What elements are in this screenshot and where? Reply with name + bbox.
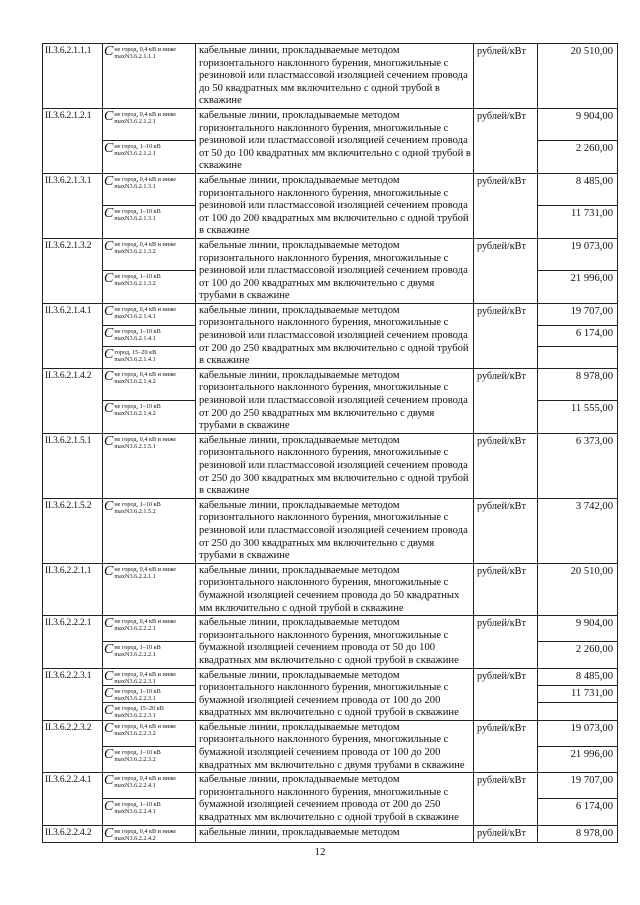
rate-description: кабельные линии, прокладываемые методом горизонтального наклонного бурения, многожильные с бумажной изоляцией сечением провода от 200 до 250 квадратных мм включительно с одной трубой в скважине bbox=[196, 773, 474, 825]
rate-value: 19 707,00 bbox=[538, 303, 618, 325]
table-row bbox=[43, 825, 618, 842]
rate-code: II.3.6.2.1.3.2 bbox=[43, 238, 103, 303]
table-row bbox=[43, 368, 618, 400]
rate-description: кабельные линии, прокладываемые методом bbox=[196, 825, 474, 842]
formula-subscript: maxN3.6.2.2.4.2 bbox=[114, 834, 156, 842]
formula-voltage: не город, 1–10 кВ bbox=[114, 208, 161, 216]
formula-voltage: не город, 1–10 кВ bbox=[114, 143, 161, 151]
table-row bbox=[43, 238, 618, 270]
formula-symbol: C bbox=[104, 773, 114, 789]
rate-description: кабельные линии, прокладываемые методом горизонтального наклонного бурения, многожильные с бумажной изоляцией сечением провода до 50 квадратных мм включительно с одной трубой в скважине bbox=[196, 563, 474, 615]
formula-subscript: maxN3.6.2.2.3.2 bbox=[114, 756, 156, 764]
formula-subscript: maxN3.6.2.1.4.1 bbox=[114, 356, 156, 364]
rate-value: 19 073,00 bbox=[538, 720, 618, 746]
rate-code: II.3.6.2.1.5.1 bbox=[43, 433, 103, 498]
formula-symbol: C bbox=[104, 747, 114, 763]
formula-symbol: C bbox=[104, 108, 114, 124]
table-row bbox=[43, 108, 618, 140]
page-number: 12 bbox=[314, 846, 326, 858]
formula-symbol: C bbox=[104, 347, 114, 363]
formula-subscript: maxN3.6.2.2.4.1 bbox=[114, 808, 156, 816]
rate-code: II.3.6.2.1.4.1 bbox=[43, 303, 103, 368]
formula-symbol: C bbox=[104, 825, 114, 841]
rate-unit: рублей/кВт bbox=[474, 773, 538, 825]
rate-value: 3 742,00 bbox=[538, 498, 618, 563]
rate-unit: рублей/кВт bbox=[474, 498, 538, 563]
formula-subscript: maxN3.6.2.2.1.1 bbox=[114, 572, 156, 580]
formula-symbol: C bbox=[104, 720, 114, 736]
formula-voltage: не город, 1–10 кВ bbox=[114, 403, 161, 411]
rate-value: 2 260,00 bbox=[538, 642, 618, 668]
rate-unit: рублей/кВт bbox=[474, 108, 538, 173]
formula-voltage: не город, 0,4 кВ и ниже bbox=[114, 565, 177, 573]
rate-code: II.3.6.2.2.3.2 bbox=[43, 720, 103, 772]
formula-voltage: не город, 1–10 кВ bbox=[114, 273, 161, 281]
formula-symbol: C bbox=[104, 44, 114, 59]
rate-value: 2 260,00 bbox=[538, 141, 618, 173]
formula-voltage: не город, 0,4 кВ и ниже bbox=[114, 46, 177, 53]
formula-subscript: maxN3.6.2.1.4.2 bbox=[114, 410, 156, 418]
rate-formula bbox=[103, 44, 196, 109]
table-row bbox=[43, 563, 618, 615]
rate-value: 6 174,00 bbox=[538, 325, 618, 347]
rate-unit: рублей/кВт bbox=[474, 303, 538, 368]
formula-subscript: maxN3.6.2.2.3.1 bbox=[114, 677, 156, 685]
rate-value: 21 996,00 bbox=[538, 271, 618, 303]
rate-formula bbox=[103, 825, 196, 842]
rate-value: 9 904,00 bbox=[538, 108, 618, 140]
formula-voltage: не город, 0,4 кВ и ниже bbox=[114, 240, 177, 248]
rate-formula bbox=[103, 642, 196, 668]
table-row bbox=[43, 303, 618, 325]
formula-symbol: C bbox=[104, 498, 114, 514]
formula-subscript: maxN3.6.2.2.2.1 bbox=[114, 625, 156, 633]
formula-symbol: C bbox=[104, 433, 114, 449]
rate-unit: рублей/кВт bbox=[474, 433, 538, 498]
formula-voltage: не город, 0,4 кВ и ниже bbox=[114, 110, 177, 118]
rate-unit: рублей/кВт bbox=[474, 238, 538, 303]
rate-code: II.3.6.2.2.4.1 bbox=[43, 773, 103, 825]
rate-value: 8 978,00 bbox=[538, 825, 618, 842]
rate-formula bbox=[103, 747, 196, 773]
rate-value bbox=[538, 703, 618, 720]
formula-symbol: C bbox=[104, 141, 114, 157]
rate-formula bbox=[103, 108, 196, 140]
rate-unit: рублей/кВт bbox=[474, 173, 538, 238]
rate-description: кабельные линии, прокладываемые методом горизонтального наклонного бурения, многожильные с бумажной изоляцией сечением провода от 50 до 100 квадратных мм включительно с одной трубой в скважине bbox=[196, 616, 474, 668]
formula-symbol: C bbox=[104, 616, 114, 632]
rate-description: кабельные линии, прокладываемые методом горизонтального наклонного бурения, многожильные с резиновой или пластмассовой изоляцией сечением провода до 50 квадратных мм включительно с одной трубой в скважине bbox=[196, 44, 474, 109]
formula-subscript: maxN3.6.2.1.4.1 bbox=[114, 334, 156, 342]
formula-symbol: C bbox=[104, 685, 114, 701]
formula-voltage: не город, 1–10 кВ bbox=[114, 749, 161, 757]
formula-subscript: maxN3.6.2.1.3.2 bbox=[114, 280, 156, 288]
formula-subscript: maxN3.6.2.2.3.2 bbox=[114, 729, 156, 737]
rate-formula bbox=[103, 303, 196, 325]
formula-symbol: C bbox=[104, 368, 114, 384]
rate-unit: рублей/кВт bbox=[474, 825, 538, 842]
formula-voltage: не город, 1–10 кВ bbox=[114, 500, 161, 508]
rate-value bbox=[538, 347, 618, 369]
rate-value: 8 978,00 bbox=[538, 368, 618, 400]
formula-subscript: maxN3.6.2.1.4.2 bbox=[114, 377, 156, 385]
rate-value: 11 731,00 bbox=[538, 206, 618, 238]
table-row bbox=[43, 616, 618, 642]
rate-formula bbox=[103, 799, 196, 825]
formula-subscript: maxN3.6.2.2.3.1 bbox=[114, 694, 156, 702]
rate-description: кабельные линии, прокладываемые методом горизонтального наклонного бурения, многожильные с резиновой или пластмассовой изоляцией сечением провода от 50 до 100 квадратных мм включительно с одной трубой в скважине bbox=[196, 108, 474, 173]
rate-code: II.3.6.2.1.4.2 bbox=[43, 368, 103, 433]
rate-formula bbox=[103, 498, 196, 563]
rate-code: II.3.6.2.2.3.1 bbox=[43, 668, 103, 720]
formula-voltage: не город, 0,4 кВ и ниже bbox=[114, 775, 177, 783]
rate-value: 8 485,00 bbox=[538, 173, 618, 205]
formula-subscript: maxN3.6.2.2.3.1 bbox=[114, 712, 156, 720]
rate-formula bbox=[103, 325, 196, 347]
formula-voltage: не город, 0,4 кВ и ниже bbox=[114, 305, 177, 313]
rate-formula bbox=[103, 238, 196, 270]
rate-formula bbox=[103, 616, 196, 642]
formula-voltage: город, 15–20 кВ bbox=[114, 349, 157, 357]
rate-formula bbox=[103, 433, 196, 498]
rate-formula bbox=[103, 720, 196, 746]
rate-description: кабельные линии, прокладываемые методом горизонтального наклонного бурения, многожильные с резиновой или пластмассовой изоляцией сечением провода от 100 до 200 квадратных мм включительно с двумя трубами в скважине bbox=[196, 238, 474, 303]
formula-subscript: maxN3.6.2.1.5.1 bbox=[114, 442, 156, 450]
rate-description: кабельные линии, прокладываемые методом горизонтального наклонного бурения, многожильные с бумажной изоляцией сечением провода от 100 до 200 квадратных мм включительно с одной трубой в скважине bbox=[196, 668, 474, 720]
formula-voltage: не город, 0,4 кВ и ниже bbox=[114, 370, 177, 378]
formula-symbol: C bbox=[104, 799, 114, 815]
rate-formula bbox=[103, 563, 196, 615]
formula-voltage: не город, 0,4 кВ и ниже bbox=[114, 175, 177, 183]
formula-symbol: C bbox=[104, 271, 114, 287]
table-row bbox=[43, 433, 618, 498]
rate-code: II.3.6.2.1.2.1 bbox=[43, 108, 103, 173]
rate-unit: рублей/кВт bbox=[474, 616, 538, 668]
rate-formula bbox=[103, 401, 196, 433]
rate-value: 8 485,00 bbox=[538, 668, 618, 685]
formula-symbol: C bbox=[104, 703, 114, 719]
rate-value: 11 555,00 bbox=[538, 401, 618, 433]
formula-subscript: maxN3.6.2.1.4.1 bbox=[114, 312, 156, 320]
formula-symbol: C bbox=[104, 642, 114, 658]
formula-subscript: maxN3.6.2.2.4.1 bbox=[114, 782, 156, 790]
formula-voltage: не город, 15–20 кВ bbox=[114, 705, 164, 713]
formula-subscript: maxN3.6.2.2.2.1 bbox=[114, 651, 156, 659]
formula-symbol: C bbox=[104, 563, 114, 579]
rate-code: II.3.6.2.1.1.1 bbox=[43, 44, 103, 109]
formula-voltage: не город, 0,4 кВ и ниже bbox=[114, 435, 177, 443]
table-row bbox=[43, 668, 618, 685]
formula-subscript: maxN3.6.2.1.2.1 bbox=[114, 150, 156, 158]
rate-code: II.3.6.2.2.2.1 bbox=[43, 616, 103, 668]
formula-voltage: не город, 0,4 кВ и ниже bbox=[114, 670, 177, 678]
rate-unit: рублей/кВт bbox=[474, 668, 538, 720]
formula-symbol: C bbox=[104, 303, 114, 319]
table-row bbox=[43, 773, 618, 799]
formula-voltage: не город, 1–10 кВ bbox=[114, 801, 161, 809]
rate-code: II.3.6.2.2.1.1 bbox=[43, 563, 103, 615]
rate-unit: рублей/кВт bbox=[474, 368, 538, 433]
formula-subscript: maxN3.6.2.1.2.1 bbox=[114, 117, 156, 125]
rates-table-body bbox=[43, 44, 618, 843]
formula-voltage: не город, 1–10 кВ bbox=[114, 644, 161, 652]
rate-formula bbox=[103, 271, 196, 303]
rate-description: кабельные линии, прокладываемые методом горизонтального наклонного бурения, многожильные с резиновой или пластмассовой изоляцией сечением провода от 200 до 250 квадратных мм включительно с двумя трубами в скважине bbox=[196, 368, 474, 433]
rate-formula bbox=[103, 685, 196, 702]
formula-symbol: C bbox=[104, 238, 114, 254]
rate-value: 19 707,00 bbox=[538, 773, 618, 799]
formula-subscript: maxN3.6.2.1.3.1 bbox=[114, 182, 156, 190]
rate-value: 9 904,00 bbox=[538, 616, 618, 642]
formula-symbol: C bbox=[104, 206, 114, 222]
rates-table bbox=[42, 43, 618, 843]
rate-value: 20 510,00 bbox=[538, 563, 618, 615]
formula-voltage: не город, 0,4 кВ и ниже bbox=[114, 722, 177, 730]
rate-formula bbox=[103, 141, 196, 173]
rate-formula bbox=[103, 173, 196, 205]
rate-formula bbox=[103, 206, 196, 238]
rate-description: кабельные линии, прокладываемые методом горизонтального наклонного бурения, многожильные с бумажной изоляцией сечением провода от 100 до 200 квадратных мм включительно с двумя трубами в скважине bbox=[196, 720, 474, 772]
rate-value: 21 996,00 bbox=[538, 747, 618, 773]
formula-symbol: C bbox=[104, 173, 114, 189]
formula-voltage: не город, 1–10 кВ bbox=[114, 327, 161, 335]
rate-code: II.3.6.2.2.4.2 bbox=[43, 825, 103, 842]
rate-description: кабельные линии, прокладываемые методом горизонтального наклонного бурения, многожильные с резиновой или пластмассовой изоляцией сечением провода от 250 до 300 квадратных мм включительно с одной трубой в скважине bbox=[196, 433, 474, 498]
rate-formula bbox=[103, 368, 196, 400]
rate-value: 6 174,00 bbox=[538, 799, 618, 825]
table-row bbox=[43, 173, 618, 205]
formula-symbol: C bbox=[104, 668, 114, 684]
rate-formula bbox=[103, 773, 196, 799]
rate-description: кабельные линии, прокладываемые методом горизонтального наклонного бурения, многожильные с резиновой или пластмассовой изоляцией сечением провода от 100 до 200 квадратных мм включительно с одной трубой в скважине bbox=[196, 173, 474, 238]
rate-unit: рублей/кВт bbox=[474, 563, 538, 615]
rate-unit: рублей/кВт bbox=[474, 44, 538, 109]
formula-subscript: maxN3.6.2.1.5.2 bbox=[114, 507, 156, 515]
rate-formula bbox=[103, 703, 196, 720]
formula-symbol: C bbox=[104, 401, 114, 417]
rate-formula bbox=[103, 668, 196, 685]
rate-code: II.3.6.2.1.5.2 bbox=[43, 498, 103, 563]
rate-value: 19 073,00 bbox=[538, 238, 618, 270]
formula-voltage: не город, 0,4 кВ и ниже bbox=[114, 827, 177, 835]
rate-value: 11 731,00 bbox=[538, 685, 618, 702]
formula-subscript: maxN3.6.2.1.3.1 bbox=[114, 215, 156, 223]
table-row bbox=[43, 498, 618, 563]
table-row bbox=[43, 44, 618, 109]
rate-unit: рублей/кВт bbox=[474, 720, 538, 772]
rate-formula bbox=[103, 347, 196, 369]
rate-description: кабельные линии, прокладываемые методом горизонтального наклонного бурения, многожильные с резиновой или пластмассовой изоляцией сечением провода от 250 до 300 квадратных мм включительно с двумя трубами в скважине bbox=[196, 498, 474, 563]
formula-subscript: maxN3.6.2.1.1.1 bbox=[114, 53, 156, 60]
table-row bbox=[43, 720, 618, 746]
formula-voltage: не город, 1–10 кВ bbox=[114, 687, 161, 695]
rate-value: 6 373,00 bbox=[538, 433, 618, 498]
rate-value: 20 510,00 bbox=[538, 44, 618, 109]
rate-description: кабельные линии, прокладываемые методом горизонтального наклонного бурения, многожильные с резиновой или пластмассовой изоляцией сечением провода от 200 до 250 квадратных мм включительно с одной трубой в скважине bbox=[196, 303, 474, 368]
formula-voltage: не город, 0,4 кВ и ниже bbox=[114, 618, 177, 626]
formula-symbol: C bbox=[104, 325, 114, 341]
formula-subscript: maxN3.6.2.1.3.2 bbox=[114, 247, 156, 255]
rate-code: II.3.6.2.1.3.1 bbox=[43, 173, 103, 238]
